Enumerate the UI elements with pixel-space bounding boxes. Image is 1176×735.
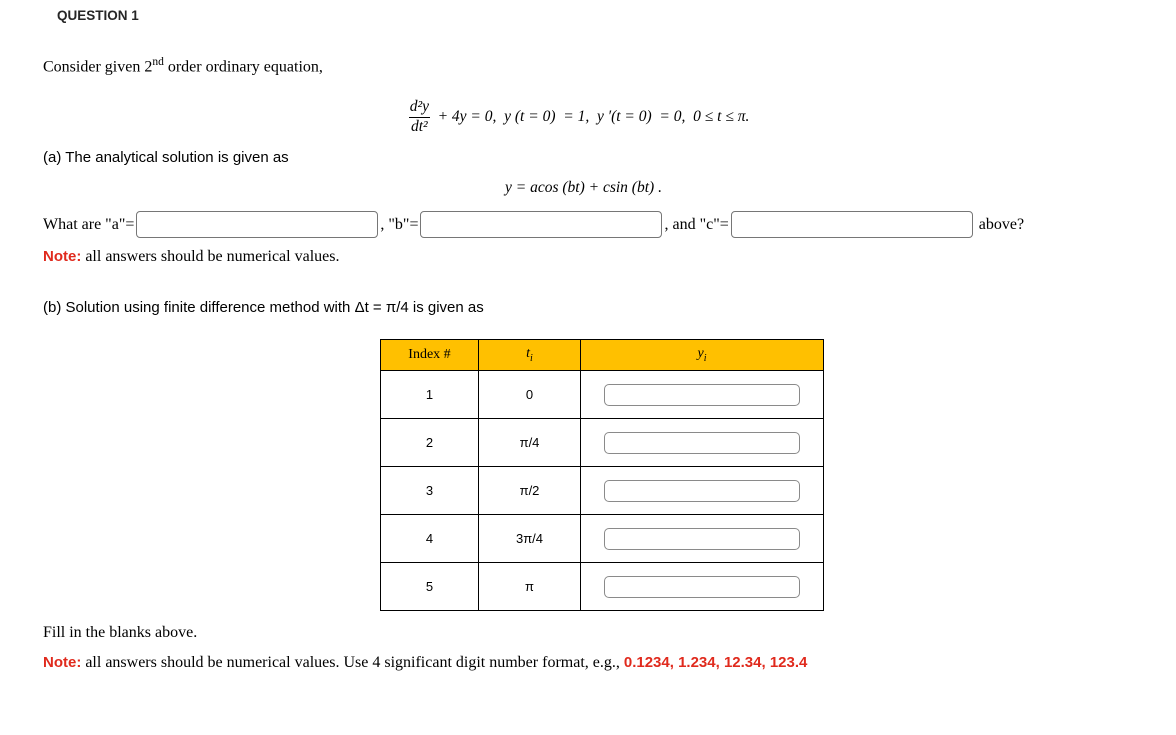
note-footer (43, 654, 807, 672)
header-ti: $t_i$ (479, 340, 581, 371)
index-cell: 5 (381, 563, 479, 611)
yi-input-3[interactable] (604, 480, 800, 502)
t-cell: 0 (479, 371, 581, 419)
prompt-a-label: What are "a"= (43, 215, 135, 233)
yi-input-1[interactable] (604, 384, 800, 406)
table-row (381, 371, 824, 419)
table-row (381, 563, 824, 611)
prompt-end-label: above? (974, 215, 1025, 233)
ordinal-superscript: nd (152, 56, 164, 68)
part-a-label: (a) The analytical solution is given as (43, 149, 289, 166)
y-cell (581, 467, 824, 515)
question-title: QUESTION 1 (57, 8, 139, 23)
index-cell: 2 (381, 419, 479, 467)
header-index: Index # (381, 340, 479, 371)
answer-b-input[interactable] (420, 211, 662, 238)
analytical-solution: y = acos (bt) + csin (bt) . (505, 179, 662, 196)
fill-instruction: Fill in the blanks above. (43, 624, 198, 641)
yi-input-2[interactable] (604, 432, 800, 454)
t-cell: 3π/4 (479, 515, 581, 563)
note-b-text: all answers should be numerical values. Use 4 significant digit number format, e.g., (81, 654, 624, 671)
t-cell: π/4 (479, 419, 581, 467)
intro-text: Consider given 2nd order ordinary equation, (43, 56, 323, 76)
note-b-label: Note: (43, 654, 82, 671)
prompt-b-label: , "b"= (380, 215, 419, 233)
equation-rest: + 4y = 0, y (t = 0) = 1, y ′(t = 0) = 0, 0 ≤ t ≤ π. (433, 108, 750, 126)
prompt-c-label: , and "c"= (664, 215, 729, 233)
note-a-label: Note: (43, 248, 82, 265)
t-cell: π (479, 563, 581, 611)
format-examples: 0.1234, 1.234, 12.34, 123.4 (623, 654, 808, 671)
y-cell (581, 419, 824, 467)
finite-difference-table (380, 339, 824, 611)
part-b-label: (b) Solution using finite difference method with Δt = π/4 is given as (43, 299, 484, 316)
y-cell (581, 371, 824, 419)
note-part-a (43, 248, 339, 266)
answer-c-input[interactable] (731, 211, 973, 238)
table-row (381, 419, 824, 467)
header-yi: $y_i$ (581, 340, 824, 371)
t-cell: π/2 (479, 467, 581, 515)
yi-input-5[interactable] (604, 576, 800, 598)
index-cell: 3 (381, 467, 479, 515)
answer-prompt-row (43, 211, 1024, 238)
table-row (381, 515, 824, 563)
ode-equation (409, 98, 749, 136)
fraction (409, 98, 430, 136)
table-header-row (381, 340, 824, 371)
note-a-text: all answers should be numerical values. (81, 248, 340, 265)
fraction-denominator: dt² (411, 117, 428, 135)
answer-a-input[interactable] (136, 211, 378, 238)
index-cell: 1 (381, 371, 479, 419)
index-cell: 4 (381, 515, 479, 563)
y-cell (581, 515, 824, 563)
fraction-numerator: d²y (409, 98, 429, 115)
y-cell (581, 563, 824, 611)
yi-input-4[interactable] (604, 528, 800, 550)
table-row (381, 467, 824, 515)
